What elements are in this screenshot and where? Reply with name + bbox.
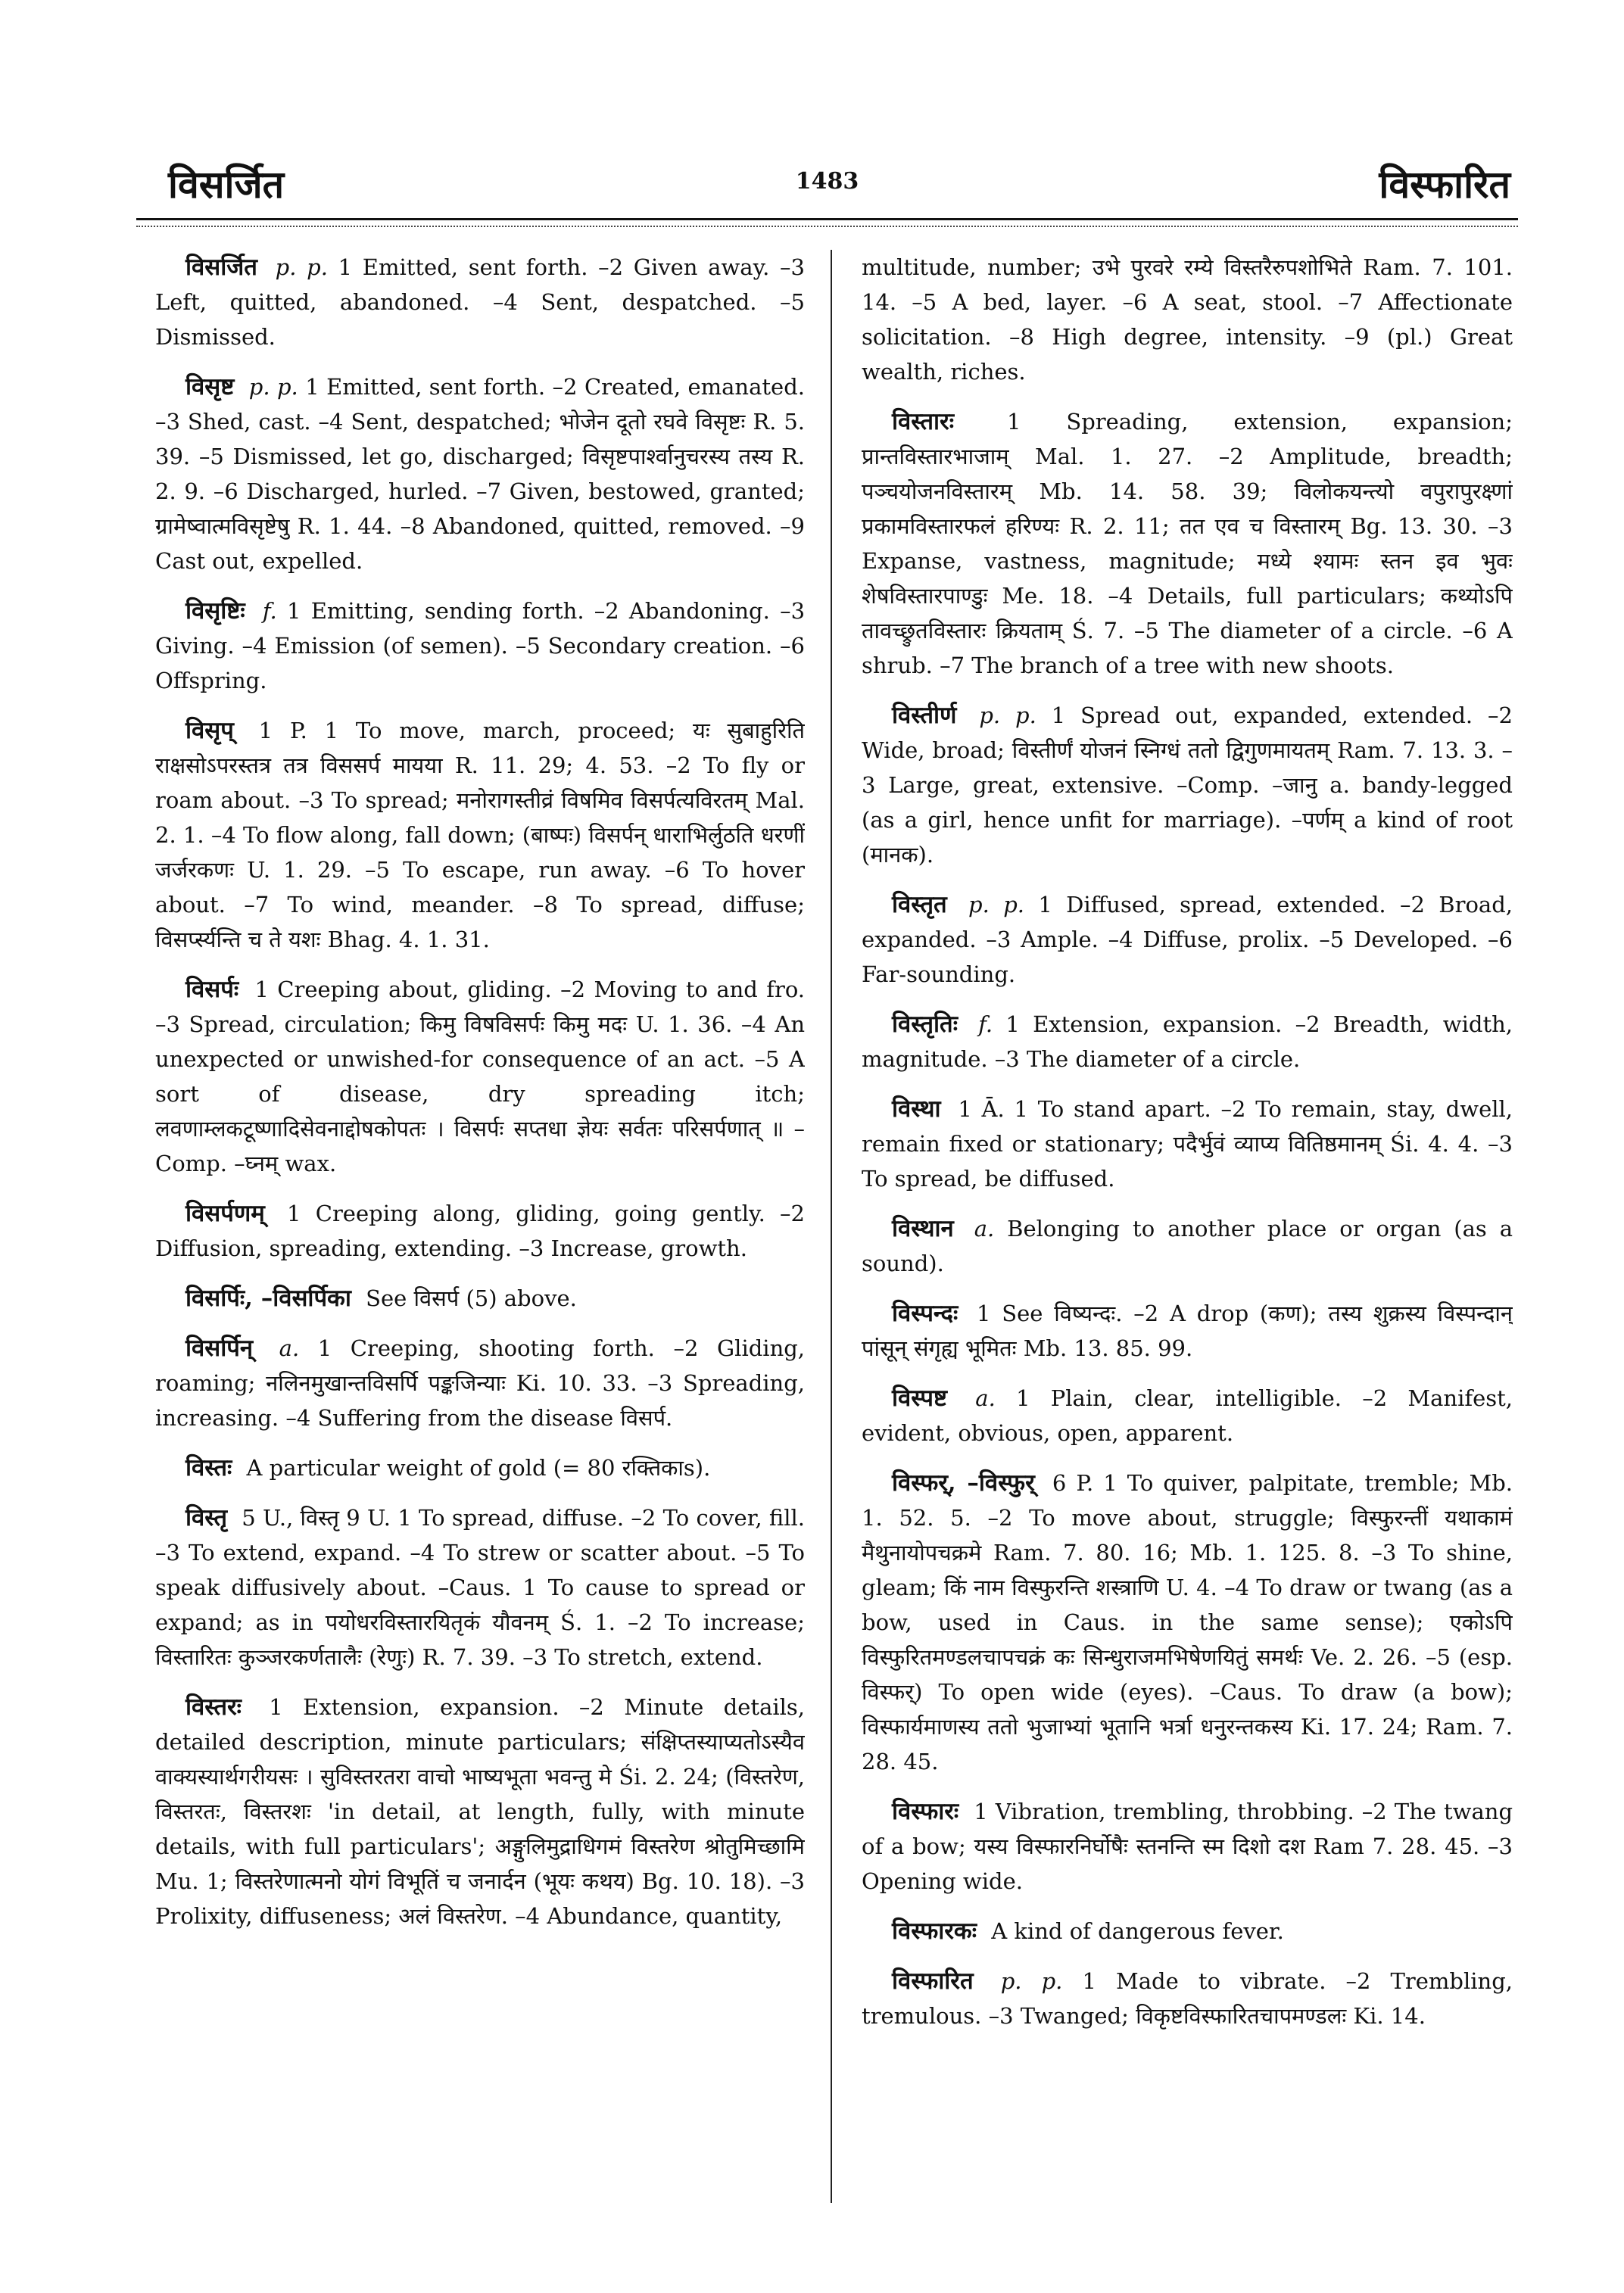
entry-headword: विसर्पिन् (185, 1335, 254, 1362)
dictionary-entry (155, 713, 805, 957)
entry-grammar: f. (978, 1011, 993, 1037)
dictionary-entry (155, 1690, 805, 1933)
right-column (862, 250, 1513, 2218)
entry-headword: विस्फारः (892, 1798, 959, 1825)
entry-headword: विसर्जित (185, 254, 257, 281)
header-left-word: विसर्जित (168, 162, 285, 207)
entry-headword: विस्तः (185, 1454, 232, 1481)
entry-grammar: a. (974, 1216, 995, 1242)
entry-definition: 1 Vibration, trembling, throbbing. –2 The twang of a bow; यस्य विस्फारनिर्घोषैः स्तनन्ति स्म दिशो दश Ram 7. 28. 45. –3 Opening wide. (862, 1799, 1513, 1894)
entry-definition: 1 Extension, expansion. –2 Minute details, detailed description, minute particulars; संक्षिप्तस्याप्यतोऽस्यैव वाक्यस्यार्थगरीयसः । सुविस्तरतरा वाचो भाष्यभूता भवन्तु मे Śi. 2. 24; (विस्तरेण, विस्तरतः, विस्तरशः 'in detail, at length, fully, with minute details, with full particulars'; अङ्गुलिमुद्राधिगमं विस्तरेण श्रोतुमिच्छामि Mu. 1; विस्तरेणात्मनो योगं विभूतिं च जनार्दन (भूयः कथय) Bg. 10. 18). –3 Prolixity, diffuseness; अलं विस्तरेण. –4 Abundance, quantity, (155, 1694, 805, 1929)
dictionary-entry (155, 972, 805, 1181)
entry-headword: विसृष्टिः (185, 597, 245, 625)
dictionary-entry (862, 1007, 1513, 1076)
entry-headword: विस्पष्ट (892, 1385, 948, 1412)
dictionary-entry (862, 1381, 1513, 1450)
entry-definition: 1 Plain, clear, intelligible. –2 Manifest, evident, obvious, open, apparent. (862, 1385, 1513, 1446)
entry-headword: विस्फारकः (892, 1918, 977, 1945)
left-column (155, 250, 805, 2218)
dictionary-entry (862, 1964, 1513, 2033)
entry-grammar: p. p. (979, 703, 1036, 728)
dictionary-entry (155, 1196, 805, 1266)
dictionary-entry (155, 594, 805, 698)
entry-definition: A kind of dangerous fever. (991, 1918, 1284, 1944)
dictionary-entry (155, 1500, 805, 1675)
entry-headword: विसर्पणम् (185, 1200, 265, 1227)
entry-headword: विसर्पः (185, 976, 239, 1003)
page-number: 1483 (795, 168, 859, 195)
entry-headword: विस्तारः (892, 408, 954, 435)
dictionary-entry (862, 1211, 1513, 1281)
entry-grammar: p. p. (248, 374, 298, 400)
entry-definition: 1 Emitted, sent forth. –2 Created, emanated. –3 Shed, cast. –4 Sent, despatched; भोजेन दूतो रघवे विसृष्टः R. 5. 39. –5 Dismissed, let go, discharged; विसृष्टपार्श्वानुचरस्य तस्य R. 2. 9. –6 Discharged, hurled. –7 Given, bestowed, granted; ग्रामेष्वात्मविसृष्टेषु R. 1. 44. –8 Abandoned, quitted, removed. –9 Cast out, expelled. (155, 374, 805, 574)
dictionary-entry (155, 1331, 805, 1435)
entry-headword: विसृष्ट (185, 373, 235, 400)
column-divider (831, 250, 832, 2203)
entry-definition: 1 Made to vibrate. –2 Trembling, tremulous. –3 Twanged; विकृष्टविस्फारितचापमण्डलः Ki. 14. (862, 1968, 1513, 2029)
entry-headword: विस्तीर्ण (892, 702, 957, 729)
entry-grammar: a. (975, 1385, 996, 1411)
entry-headword: विस्फारित (892, 1967, 974, 1995)
entry-definition: 1 Creeping along, gliding, going gently. –2 Diffusion, spreading, extending. –3 Increase, growth. (155, 1201, 805, 1261)
header-right-word: विस्फारित (1379, 162, 1510, 207)
header-rule (136, 218, 1518, 220)
entry-definition: 1 Extension, expansion. –2 Breadth, width, magnitude. –3 The diameter of a circle. (862, 1011, 1513, 1072)
entry-headword: विस्तृ (185, 1504, 227, 1531)
entry-headword: विस्तृतिः (892, 1011, 958, 1038)
entry-definition: multitude, number; उभे पुरवरे रम्ये विस्तरैरुपशोभिते Ram. 7. 101. 14. –5 A bed, layer. –6 A seat, stool. –7 Affectionate solicitation. –8 High degree, intensity. –9 (pl.) Great wealth, riches. (862, 254, 1513, 385)
header-dotted-rule (136, 226, 1518, 227)
entry-headword: विस्तरः (185, 1693, 242, 1721)
entry-headword: विस्थान (892, 1215, 954, 1242)
entry-definition: 1 P. 1 To move, march, proceed; यः सुबाहुरिति राक्षसोऽपरस्तत्र तत्र विससर्प मायया R. 11. 29; 4. 53. –2 To fly or roam about. –3 To spread; मनोरागस्तीव्रं विषमिव विसर्पत्यविरतम् Mal. 2. 1. –4 To flow along, fall down; (बाष्पः) विसर्पन् धाराभिर्लुठति धरणीं जर्जरकणः U. 1. 29. –5 To escape, run away. –6 To hover about. –7 To wind, meander. –8 To spread, diffuse; विसर्प्स्यन्ति च ते यशः Bhag. 4. 1. 31. (155, 718, 805, 952)
entry-definition: See विसर्प (5) above. (366, 1285, 577, 1311)
dictionary-entry (862, 887, 1513, 992)
running-head (136, 157, 1518, 218)
entry-definition: 1 Ā. 1 To stand apart. –2 To remain, stay, dwell, remain fixed or stationary; पदैर्भुवं व्याप्य वितिष्ठमानम् Śi. 4. 4. –3 To spread, be diffused. (862, 1096, 1513, 1192)
entry-definition: 1 Creeping about, gliding. –2 Moving to and fro. –3 Spread, circulation; किमु विषविसर्पः किमु मदः U. 1. 36. –4 An unexpected or unwished-for consequence of an act. –5 A sort of disease, dry spreading itch; लवणाम्लकटूष्णादिसेवनाद्दोषकोपतः । विसर्पः सप्तधा ज्ञेयः सर्वतः परिसर्पणात् ॥ –Comp. –घ्नम् wax. (155, 977, 805, 1176)
entry-headword: विस्पन्दः (892, 1300, 959, 1327)
entry-definition: 1 Spread out, expanded, extended. –2 Wide, broad; विस्तीर्णं योजनं स्निग्धं ततो द्विगुणमायतम् Ram. 7. 13. 3. –3 Large, great, extensive. –Comp. –जानु a. bandy-legged (as a girl, hence unfit for marriage). –पर्णम् a kind of root (मानक). (862, 703, 1513, 868)
entry-headword: विसर्पिः, –विसर्पिका (185, 1285, 351, 1312)
entry-grammar: f. (262, 598, 277, 624)
dictionary-entry-continuation (862, 250, 1513, 389)
entry-definition: 1 See विष्यन्दः. –2 A drop (कण); तस्य शुक्रस्य विस्पन्दान् पांसून् संगृह्य भूमितः Mb. 13. 85. 99. (862, 1301, 1513, 1361)
entry-grammar: a. (279, 1335, 300, 1361)
entry-definition: 1 Creeping, shooting forth. –2 Gliding, roaming; नलिनमुखान्तविसर्पि पङ्कजिन्याः Ki. 10. 33. –3 Spreading, increasing. –4 Suffering from the disease विसर्प. (155, 1335, 805, 1431)
entry-definition: 1 Spreading, extension, expansion; प्रान्तविस्तारभाजाम् Mal. 1. 27. –2 Amplitude, breadth; पञ्चयोजनविस्तारम् Mb. 14. 58. 39; विलोकयन्त्यो वपुरापुरक्ष्णां प्रकामविस्तारफलं हरिण्यः R. 2. 11; तत एव च विस्तारम् Bg. 13. 30. –3 Expanse, vastness, magnitude; मध्ये श्यामः स्तन इव भुवः शेषविस्तारपाण्डुः Me. 18. –4 Details, full particulars; कथ्योऽपि तावच्छ्रुतविस्तारः क्रियताम् Ś. 7. –5 The diameter of a circle. –6 A shrub. –7 The branch of a tree with new shoots. (862, 409, 1513, 678)
dictionary-entry (862, 1092, 1513, 1196)
entry-grammar: p. p. (968, 892, 1024, 918)
entry-definition: 1 Diffused, spread, extended. –2 Broad, expanded. –3 Ample. –4 Diffuse, prolix. –5 Developed. –6 Far-sounding. (862, 892, 1513, 987)
dictionary-entry (862, 1296, 1513, 1366)
dictionary-entry (862, 404, 1513, 683)
entry-headword: विस्था (892, 1095, 941, 1123)
dictionary-entry (862, 1794, 1513, 1899)
entry-definition: Belonging to another place or organ (as a sound). (862, 1216, 1513, 1276)
entry-definition: 5 U., विस्तृ 9 U. 1 To spread, diffuse. –2 To cover, fill. –3 To extend, expand. –4 To strew or scatter about. –5 To speak diffusively about. –Caus. 1 To cause to spread or expand; as in पयोधरविस्तारयितृकं यौवनम् Ś. 1. –2 To increase; विस्तारितः कुञ्जरकर्णतालैः (रेणुः) R. 7. 39. –3 To stretch, extend. (155, 1505, 805, 1670)
entry-grammar: p. p. (275, 254, 328, 280)
dictionary-entry (155, 250, 805, 354)
entry-definition: 1 Emitted, sent forth. –2 Given away. –3 Left, quitted, abandoned. –4 Sent, despatched. –5 Dismissed. (155, 254, 805, 350)
dictionary-entry (862, 698, 1513, 872)
entry-definition: A particular weight of gold (= 80 रक्तिकाs). (246, 1455, 711, 1481)
entry-definition: 1 Emitting, sending forth. –2 Abandoning. –3 Giving. –4 Emission (of semen). –5 Secondary creation. –6 Offspring. (155, 598, 805, 693)
entry-headword: विस्तृत (892, 891, 947, 918)
dictionary-entry (155, 1450, 805, 1485)
dictionary-entry (155, 1281, 805, 1316)
dictionary-entry (862, 1914, 1513, 1949)
entry-definition: 6 P. 1 To quiver, palpitate, tremble; Mb. 1. 52. 5. –2 To move about, struggle; विस्फुरन्तीं यथाकामं मैथुनायोपचक्रमे Ram. 7. 80. 16; Mb. 1. 125. 8. –3 To shine, gleam; किं नाम विस्फुरन्ति शस्त्राणि U. 4. –4 To draw or twang (as a bow, used in Caus. in the same sense); एकोऽपि विस्फुरितमण्डलचापचक्रं कः सिन्धुराजमभिषेणयितुं समर्थः Ve. 2. 26. –5 (esp. विस्फर्) To open wide (eyes). –Caus. To draw (a bow); विस्फार्यमाणस्य ततो भुजाभ्यां भूतानि भर्त्रा धनुरन्तकस्य Ki. 17. 24; Ram. 7. 28. 45. (862, 1470, 1513, 1774)
entry-headword: विसृप् (185, 717, 234, 744)
dictionary-entry (862, 1466, 1513, 1779)
entry-headword: विस्फर्, –विस्फुर् (892, 1469, 1035, 1497)
entry-grammar: p. p. (1000, 1968, 1063, 1994)
dictionary-entry (155, 369, 805, 578)
